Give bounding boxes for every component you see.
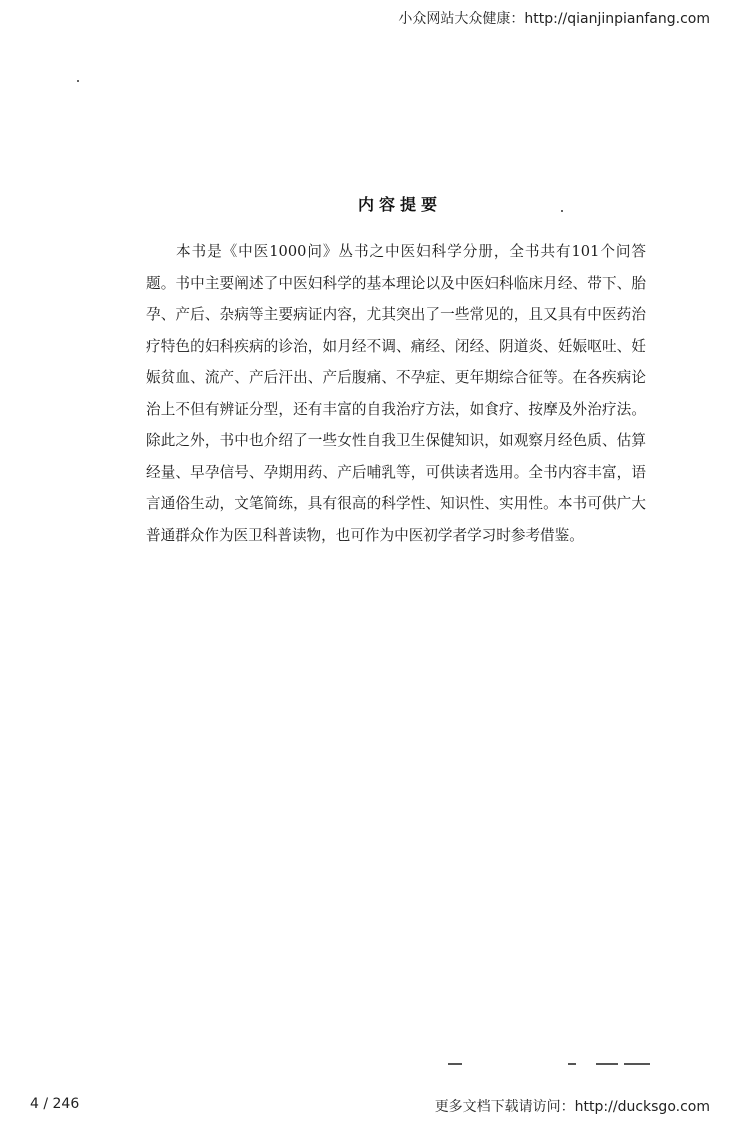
scan-artifact: [448, 1063, 658, 1069]
top-watermark: 小众网站大众健康：http://qianjinpianfang.com: [398, 11, 710, 27]
download-link[interactable]: 更多文档下载请访问：http://ducksgo.com: [434, 1099, 710, 1115]
summary-body: [146, 236, 646, 551]
summary-paragraph: 本书是《中医1000问》丛书之中医妇科学分册，全书共有101个问答题。书中主要阐述了中医妇科学的基本理论以及中医妇科临床月经、带下、胎孕、产后、杂病等主要病证内容，尤其突出了一些常见的，且又具有中医药治疗特色的妇科疾病的诊治，如月经不调、痛经、闭经、阴道炎、妊娠呕吐、妊娠贫血、流产、产后汗出、产后腹痛、不孕症、更年期综合征等。在各疾病论治上不但有辨证分型，还有丰富的自我治疗方法，如食疗、按摩及外治疗法。除此之外，书中也介绍了一些女性自我卫生保健知识，如观察月经色质、估算经量、早孕信号、孕期用药、产后哺乳等，可供读者选用。全书内容丰富，语言通俗生动，文笔简练，具有很高的科学性、知识性、实用性。本书可供广大普通群众作为医卫科普读物，也可作为中医初学者学习时参考借鉴。: [146, 243, 646, 544]
page-counter: 4 / 246: [30, 1096, 80, 1112]
scan-speck: [77, 80, 79, 82]
page-title: 内容提要: [357, 195, 442, 214]
